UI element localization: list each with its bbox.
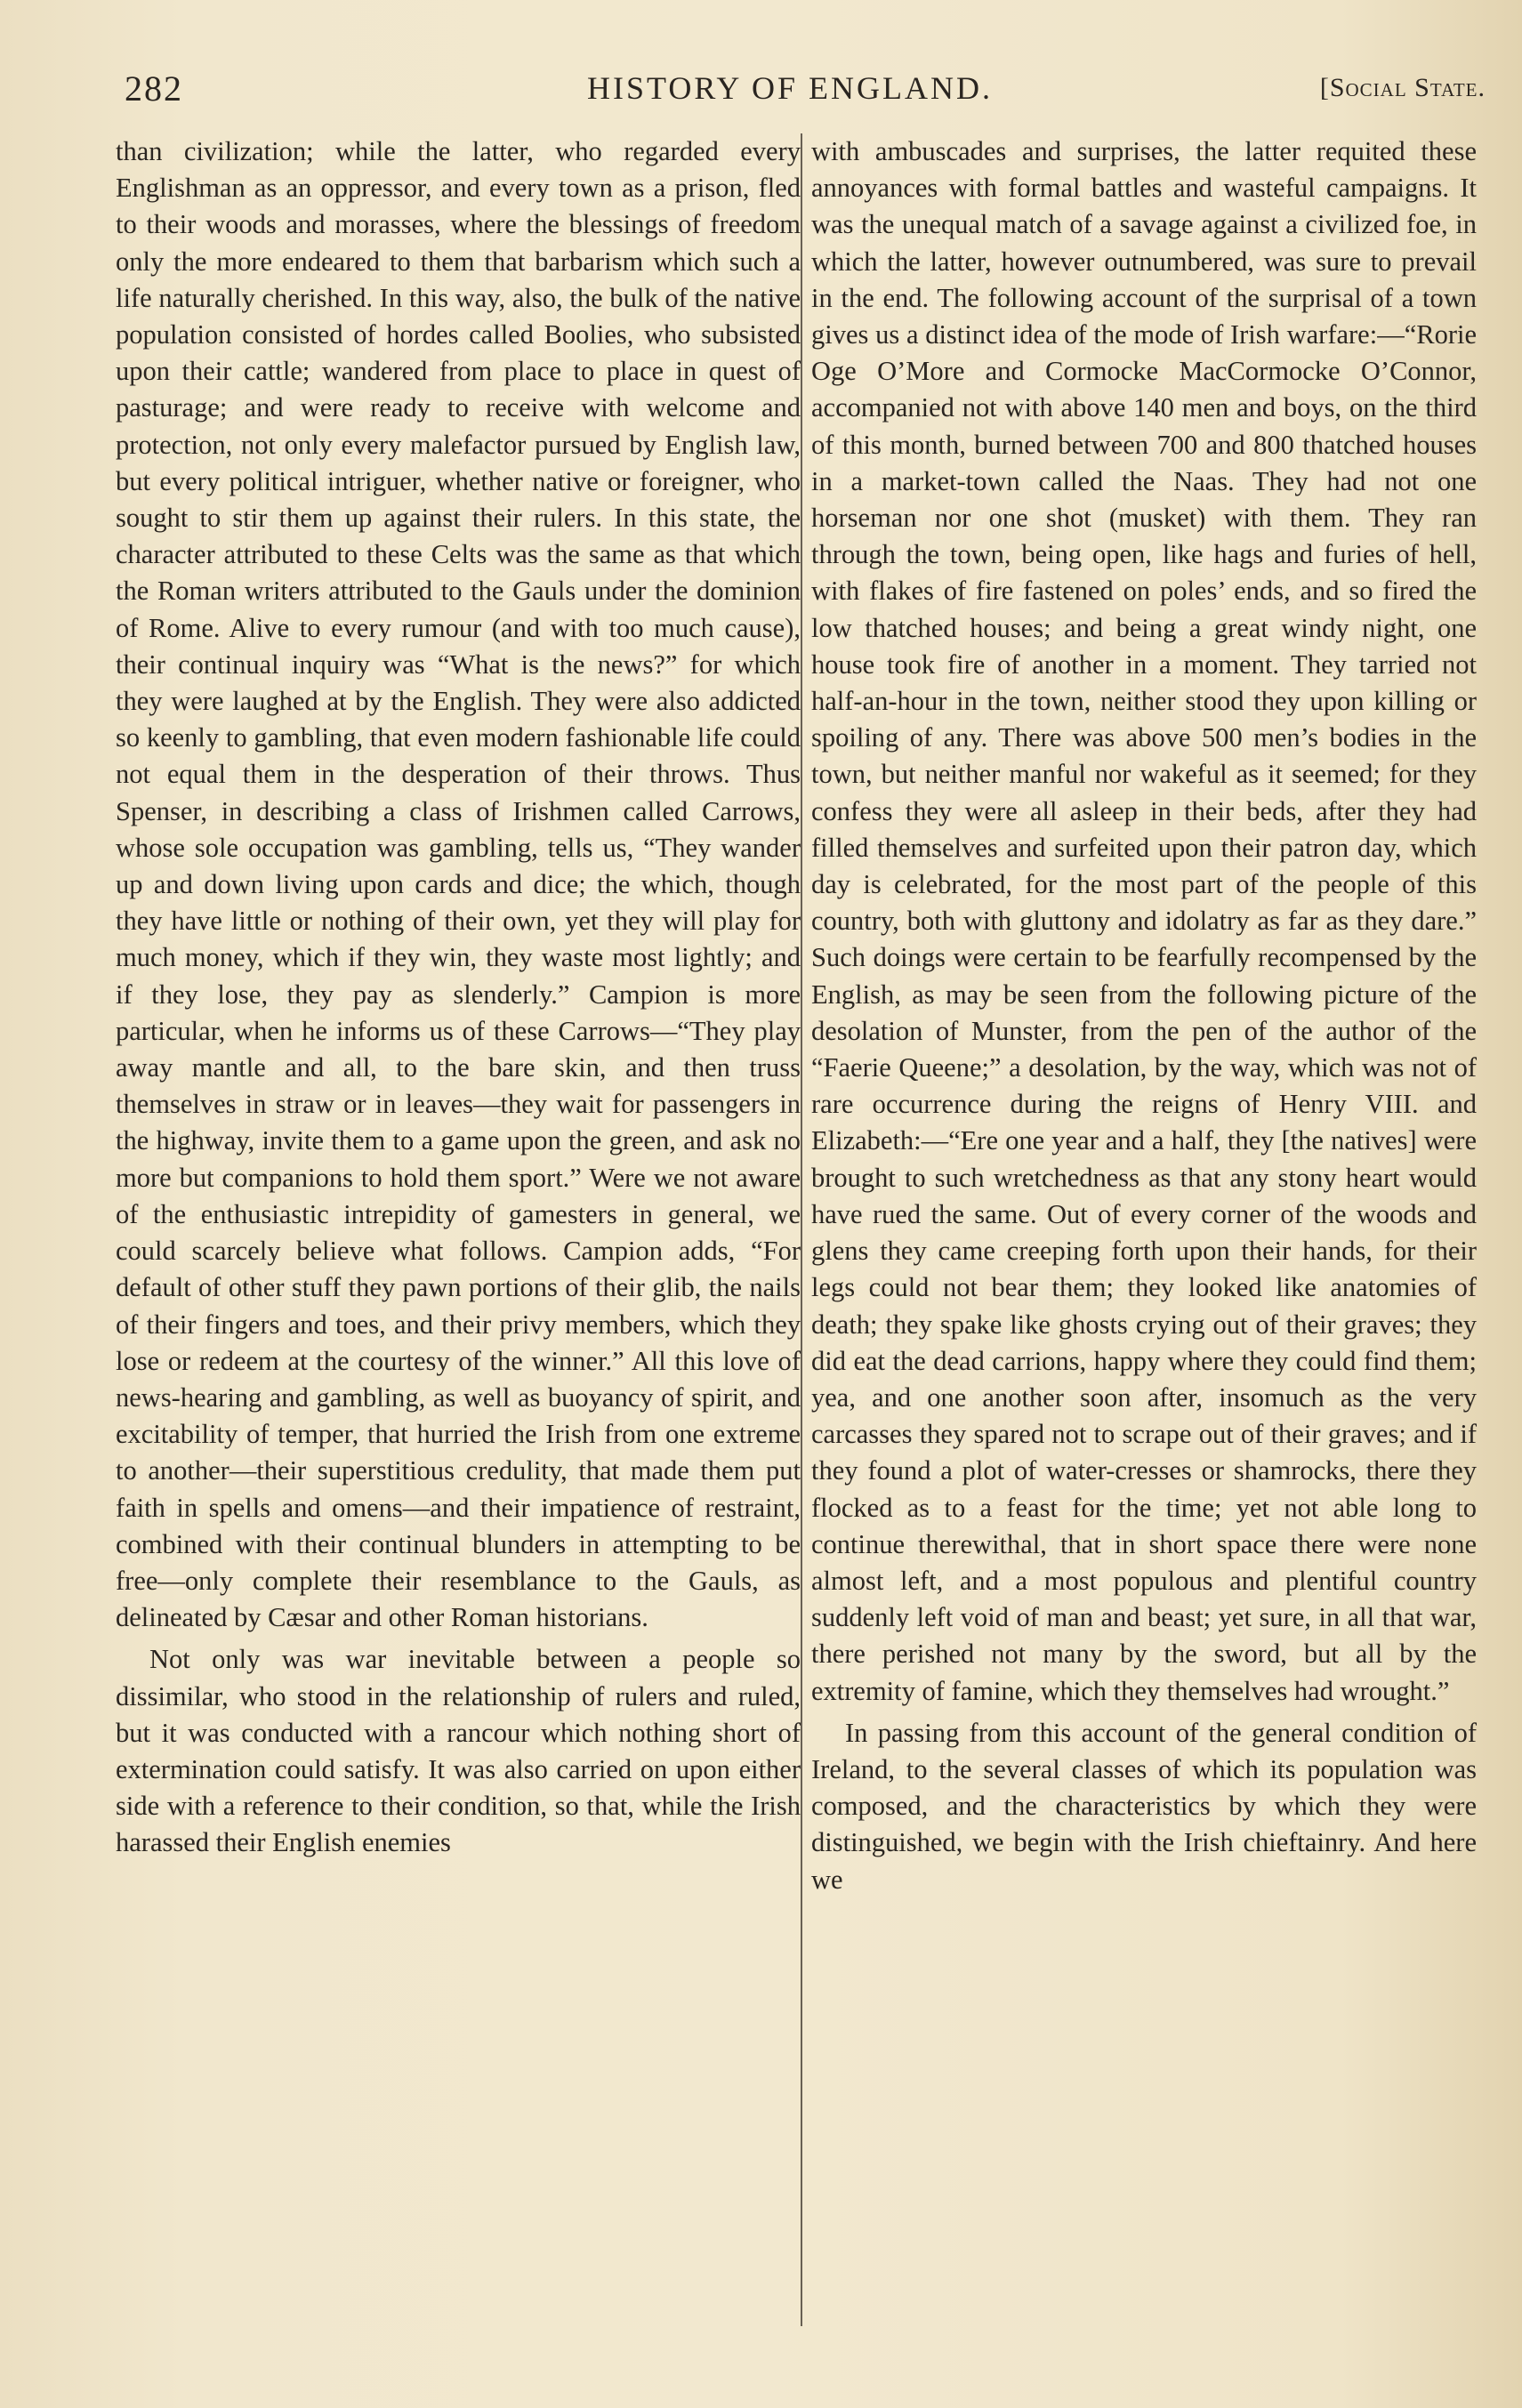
right-paragraph-2: In passing from this account of the general condition of Ireland, to the several classes of which its population was composed, and the characteristics by which they were distinguished, we begin with the Irish chieftainry. And here we	[811, 1717, 1477, 1895]
left-column	[116, 133, 801, 1862]
page-number: 282	[125, 68, 183, 109]
right-paragraph-1: with ambuscades and surprises, the latter requited these annoyances with formal battles and wasteful campaigns. It was the unequal match of a savage against a civilized foe, in which the latter, however outnumbered, was sure to prevail in the end. The following account of the surprisal of a town gives us a distinct idea of the mode of Irish warfare:—“Rorie Oge O’More and Cormocke MacCormocke O’Connor, accompanied not with above 140 men and boys, on the third of this month, burned between 700 and 800 thatched houses in a market-town called the Naas. They had not one horseman nor one shot (musket) with them. They ran through the town, being open, like hags and furies of hell, with flakes of fire fastened on poles’ ends, and so fired the low thatched houses; and being a great windy night, one house took fire of another in a moment. They tarried not half-an-hour in the town, neither stood they upon killing or spoiling of any. There was above 500 men’s bodies in the town, but neither manful nor wakeful as it seemed; for they confess they were all asleep in their beds, after they had filled themselves and surfeited upon their patron day, which day is celebrated, for the most part of the people of this country, both with gluttony and idolatry as far as they dare.” Such doings were certain to be fearfully recompensed by the English, as may be seen from the following picture of the desolation of Munster, from the pen of the author of the “Faerie Queene;” a desolation, by the way, which was not of rare occurrence during the reigns of Henry VIII. and Elizabeth:—“Ere one year and a half, they [the natives] were brought to such wretchedness as that any stony heart would have rued the same. Out of every corner of the woods and glens they came creeping forth upon their hands, for their legs could not bear them; they looked like anatomies of death; they spake like ghosts crying out of their graves; they did eat the dead carrions, happy where they could find them; yea, and one another soon after, insomuch as the very carcasses they spared not to scrape out of their graves; and if they found a plot of water-cresses or shamrocks, there they flocked as to a feast for the time; yet not able long to continue therewithal, that in short space there were none almost left, and a most populous and plentiful country suddenly left void of man and beast; yet sure, in all that war, there perished not many by the sword, but all by the extremity of famine, which they themselves had wrought.”	[811, 136, 1477, 1706]
right-column	[811, 133, 1477, 1898]
left-paragraph-1: than civilization; while the latter, who regarded every Englishman as an oppressor, and every town as a prison, fled to their woods and morasses, where the blessings of freedom only the more endeared to them that barbarism which such a life naturally cherished. In this way, also, the bulk of the native population consisted of hordes called Boolies, who subsisted upon their cattle; wandered from place to place in quest of pasturage; and were ready to receive with welcome and protection, not only every malefactor pursued by English law, but every political intriguer, whether native or foreigner, who sought to stir them up against their rulers. In this state, the character attributed to these Celts was the same as that which the Roman writers attributed to the Gauls under the dominion of Rome. Alive to every rumour (and with too much cause), their continual inquiry was “What is the news?” for which they were laughed at by the English. They were also addicted so keenly to gambling, that even modern fashionable life could not equal them in the desperation of their throws. Thus Spenser, in describing a class of Irishmen called Carrows, whose sole occupation was gambling, tells us, “They wander up and down living upon cards and dice; the which, though they have little or nothing of their own, yet they will play for much money, which if they win, they waste most lightly; and if they lose, they pay as slenderly.” Campion is more particular, when he informs us of these Carrows—“They play away mantle and all, to the bare skin, and then truss themselves in straw or in leaves—they wait for passengers in the highway, invite them to a game upon the green, and ask no more but companions to hold them sport.” Were we not aware of the enthusiastic intrepidity of gamesters in general, we could scarcely believe what follows. Campion adds, “For default of other stuff they pawn portions of their glib, the nails of their fingers and toes, and their privy members, which they lose or redeem at the courtesy of the winner.” All this love of news-hearing and gambling, as well as buoyancy of spirit, and excitability of temper, that hurried the Irish from one extreme to another—their superstitious credulity, that made them put faith in spells and omens—and their impatience of restraint, combined with their continual blunders in attempting to be free—only complete their resemblance to the Gauls, as delineated by Cæsar and other Roman historians.	[116, 136, 801, 1633]
left-paragraph-2: Not only was war inevitable between a people so dissimilar, who stood in the relationship of rulers and ruled, but it was conducted with a rancour which nothing short of extermination could satisfy. It was also carried on upon either side with a reference to their condition, so that, while the Irish harassed their English enemies	[116, 1644, 801, 1858]
running-title: HISTORY OF ENGLAND.	[587, 70, 994, 106]
page-header	[125, 62, 1486, 116]
section-label: [Social State.	[1319, 73, 1486, 102]
column-divider	[801, 133, 802, 2326]
